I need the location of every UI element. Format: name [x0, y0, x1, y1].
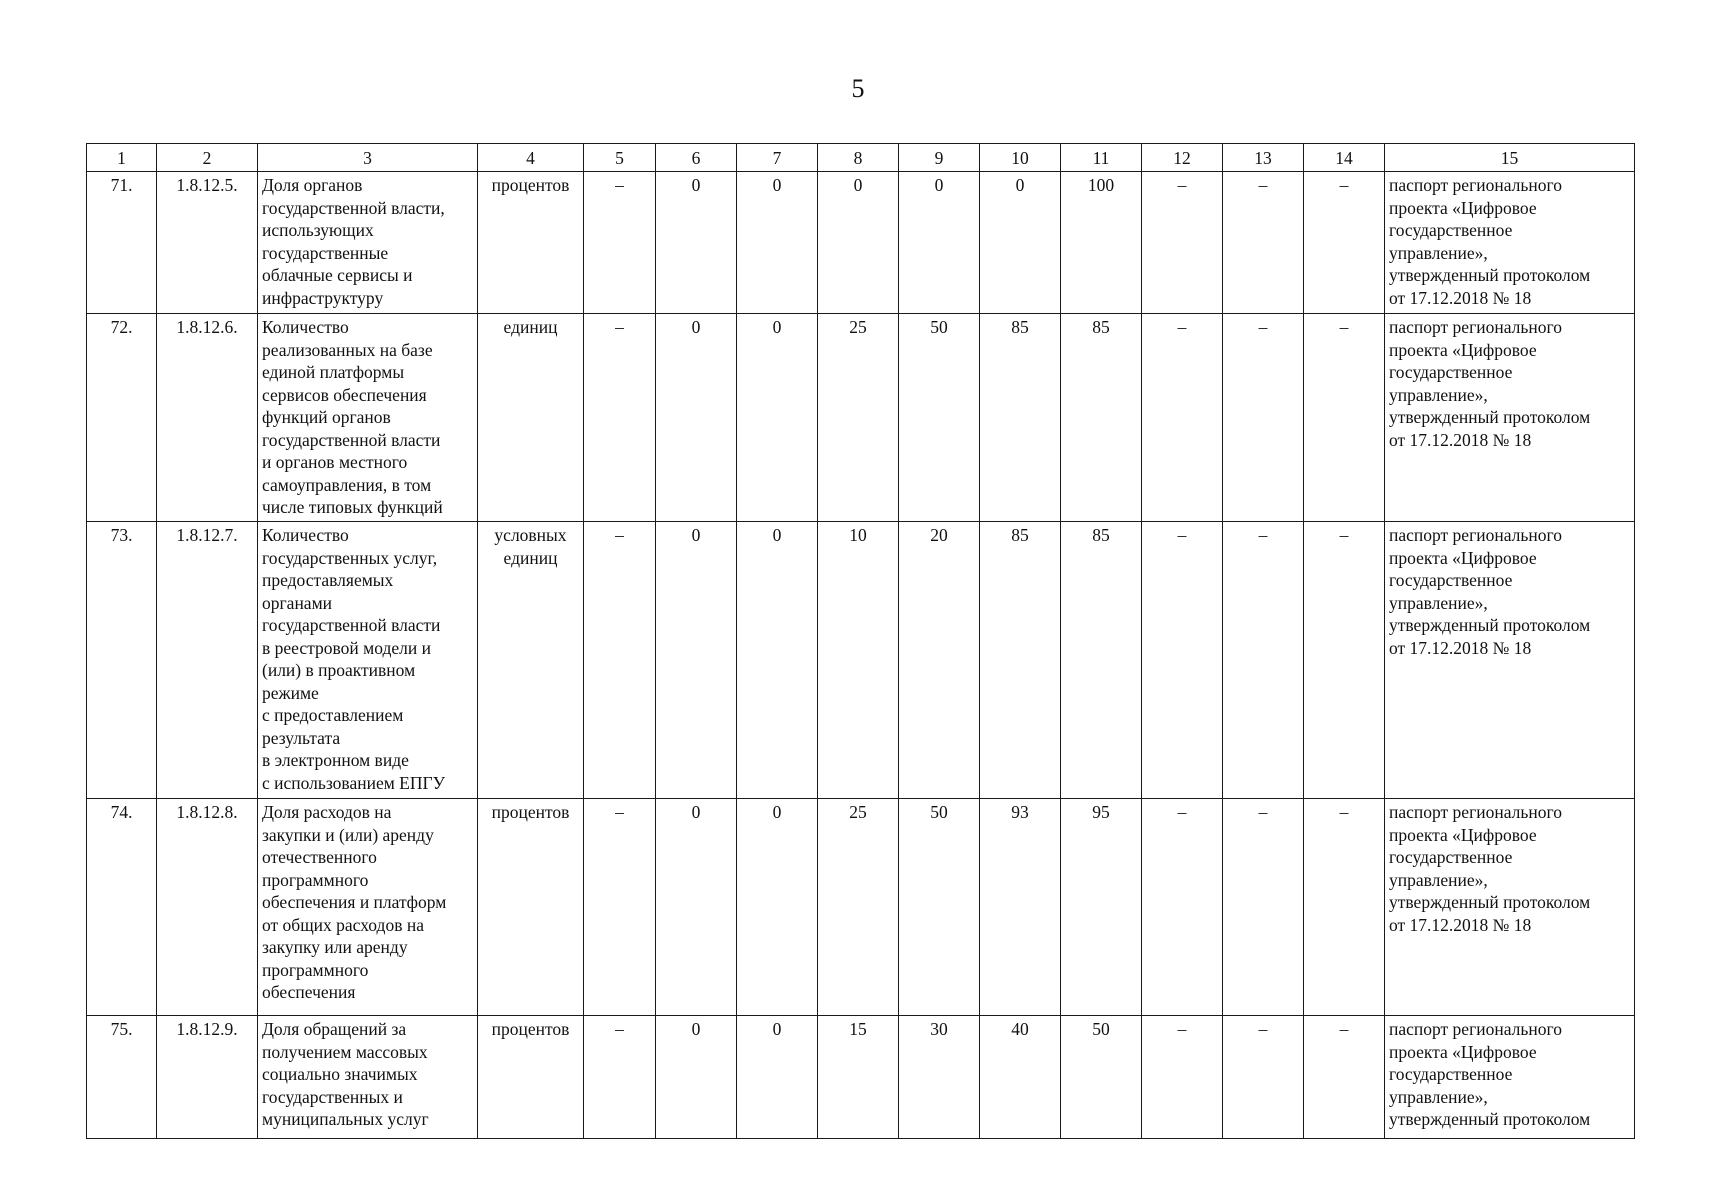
table-row: [87, 522, 1635, 799]
col-header-13: 13: [1223, 144, 1304, 172]
value-col-8: 15: [818, 1016, 899, 1139]
row-number: 72.: [87, 314, 157, 522]
source-document: [1385, 522, 1635, 799]
unit: [478, 799, 584, 1016]
col-header-12: 12: [1142, 144, 1223, 172]
unit: [478, 172, 584, 314]
value-col-13: –: [1223, 799, 1304, 1016]
indicator-name-text: Доля расходов на закупки и (или) аренду отечественного программного обеспечения и платформ от общих расходов на закупку или аренду программного обеспечения: [262, 802, 447, 1002]
value-col-10: 85: [980, 522, 1061, 799]
unit-text: условных единиц: [494, 525, 567, 568]
value-col-7: 0: [737, 314, 818, 522]
value-col-8: 25: [818, 799, 899, 1016]
row-code: 1.8.12.9.: [157, 1016, 258, 1139]
col-header-15: 15: [1385, 144, 1635, 172]
value-col-7: 0: [737, 172, 818, 314]
value-col-6: 0: [656, 1016, 737, 1139]
col-header-4: 4: [478, 144, 584, 172]
value-col-5: –: [584, 799, 656, 1016]
indicator-name: [258, 1016, 478, 1139]
indicator-name-text: Количество реализованных на базе единой платформы сервисов обеспечения функций органов государственной власти и органов местного самоуправления, в том числе типовых функций: [262, 317, 443, 517]
value-col-11: 85: [1061, 314, 1142, 522]
indicator-name: [258, 172, 478, 314]
unit: [478, 1016, 584, 1139]
table-row: [87, 1016, 1635, 1139]
col-header-7: 7: [737, 144, 818, 172]
value-col-9: 30: [899, 1016, 980, 1139]
row-code: 1.8.12.7.: [157, 522, 258, 799]
page-number: 5: [851, 74, 865, 103]
value-col-9: 50: [899, 799, 980, 1016]
unit-text: процентов: [491, 802, 570, 822]
col-header-9: 9: [899, 144, 980, 172]
value-col-14: –: [1304, 799, 1385, 1016]
value-col-5: –: [584, 1016, 656, 1139]
indicators-table: [86, 143, 1635, 1139]
source-document: [1385, 1016, 1635, 1139]
value-col-7: 0: [737, 799, 818, 1016]
col-header-6: 6: [656, 144, 737, 172]
value-col-14: –: [1304, 522, 1385, 799]
source-text: паспорт регионального проекта «Цифровое государственное управление», утвержденный протоколом от 17.12.2018 № 18: [1389, 175, 1591, 308]
unit: [478, 522, 584, 799]
value-col-9: 50: [899, 314, 980, 522]
row-number: 75.: [87, 1016, 157, 1139]
source-document: [1385, 172, 1635, 314]
indicator-name: [258, 314, 478, 522]
value-col-13: –: [1223, 522, 1304, 799]
source-document: [1385, 799, 1635, 1016]
unit-text: процентов: [491, 175, 570, 195]
value-col-8: 10: [818, 522, 899, 799]
table-row: [87, 172, 1635, 314]
value-col-12: –: [1142, 799, 1223, 1016]
value-col-13: –: [1223, 314, 1304, 522]
value-col-8: 25: [818, 314, 899, 522]
value-col-5: –: [584, 522, 656, 799]
value-col-13: –: [1223, 172, 1304, 314]
unit-text: процентов: [491, 1019, 570, 1039]
indicator-name: [258, 799, 478, 1016]
value-col-9: 20: [899, 522, 980, 799]
value-col-12: –: [1142, 522, 1223, 799]
col-header-5: 5: [584, 144, 656, 172]
value-col-6: 0: [656, 522, 737, 799]
value-col-11: 95: [1061, 799, 1142, 1016]
value-col-8: 0: [818, 172, 899, 314]
value-col-14: –: [1304, 1016, 1385, 1139]
value-col-14: –: [1304, 172, 1385, 314]
value-col-11: 85: [1061, 522, 1142, 799]
value-col-12: –: [1142, 172, 1223, 314]
row-number: 71.: [87, 172, 157, 314]
value-col-10: 85: [980, 314, 1061, 522]
header-row: [87, 144, 1635, 172]
value-col-12: –: [1142, 1016, 1223, 1139]
indicator-name-text: Доля органов государственной власти, использующих государственные облачные сервисы и инфраструктуру: [262, 175, 445, 308]
value-col-5: –: [584, 314, 656, 522]
value-col-7: 0: [737, 522, 818, 799]
indicator-name-text: Количество государственных услуг, предоставляемых органами государственной власти в реестровой модели и (или) в проактивном режиме с предоставлением результата в электронном виде с использованием ЕПГУ: [262, 525, 446, 793]
value-col-10: 93: [980, 799, 1061, 1016]
row-code: 1.8.12.5.: [157, 172, 258, 314]
value-col-9: 0: [899, 172, 980, 314]
table-row: [87, 314, 1635, 522]
value-col-6: 0: [656, 314, 737, 522]
value-col-11: 100: [1061, 172, 1142, 314]
source-text: паспорт регионального проекта «Цифровое государственное управление», утвержденный протоколом от 17.12.2018 № 18: [1389, 802, 1591, 935]
value-col-10: 40: [980, 1016, 1061, 1139]
col-header-14: 14: [1304, 144, 1385, 172]
col-header-1: 1: [87, 144, 157, 172]
value-col-6: 0: [656, 799, 737, 1016]
source-text: паспорт регионального проекта «Цифровое государственное управление», утвержденный протоколом: [1389, 1019, 1591, 1129]
col-header-10: 10: [980, 144, 1061, 172]
col-header-11: 11: [1061, 144, 1142, 172]
value-col-14: –: [1304, 314, 1385, 522]
col-header-3: 3: [258, 144, 478, 172]
value-col-13: –: [1223, 1016, 1304, 1139]
unit-text: единиц: [503, 317, 558, 337]
value-col-11: 50: [1061, 1016, 1142, 1139]
row-code: 1.8.12.8.: [157, 799, 258, 1016]
source-text: паспорт регионального проекта «Цифровое государственное управление», утвержденный протоколом от 17.12.2018 № 18: [1389, 317, 1591, 450]
unit: [478, 314, 584, 522]
source-text: паспорт регионального проекта «Цифровое государственное управление», утвержденный протоколом от 17.12.2018 № 18: [1389, 525, 1591, 658]
value-col-7: 0: [737, 1016, 818, 1139]
col-header-8: 8: [818, 144, 899, 172]
value-col-5: –: [584, 172, 656, 314]
col-header-2: 2: [157, 144, 258, 172]
row-code: 1.8.12.6.: [157, 314, 258, 522]
value-col-6: 0: [656, 172, 737, 314]
row-number: 73.: [87, 522, 157, 799]
row-number: 74.: [87, 799, 157, 1016]
value-col-12: –: [1142, 314, 1223, 522]
value-col-10: 0: [980, 172, 1061, 314]
source-document: [1385, 314, 1635, 522]
indicator-name-text: Доля обращений за получением массовых социально значимых государственных и муниципальных услуг: [262, 1019, 429, 1129]
indicator-name: [258, 522, 478, 799]
table-row: [87, 799, 1635, 1016]
